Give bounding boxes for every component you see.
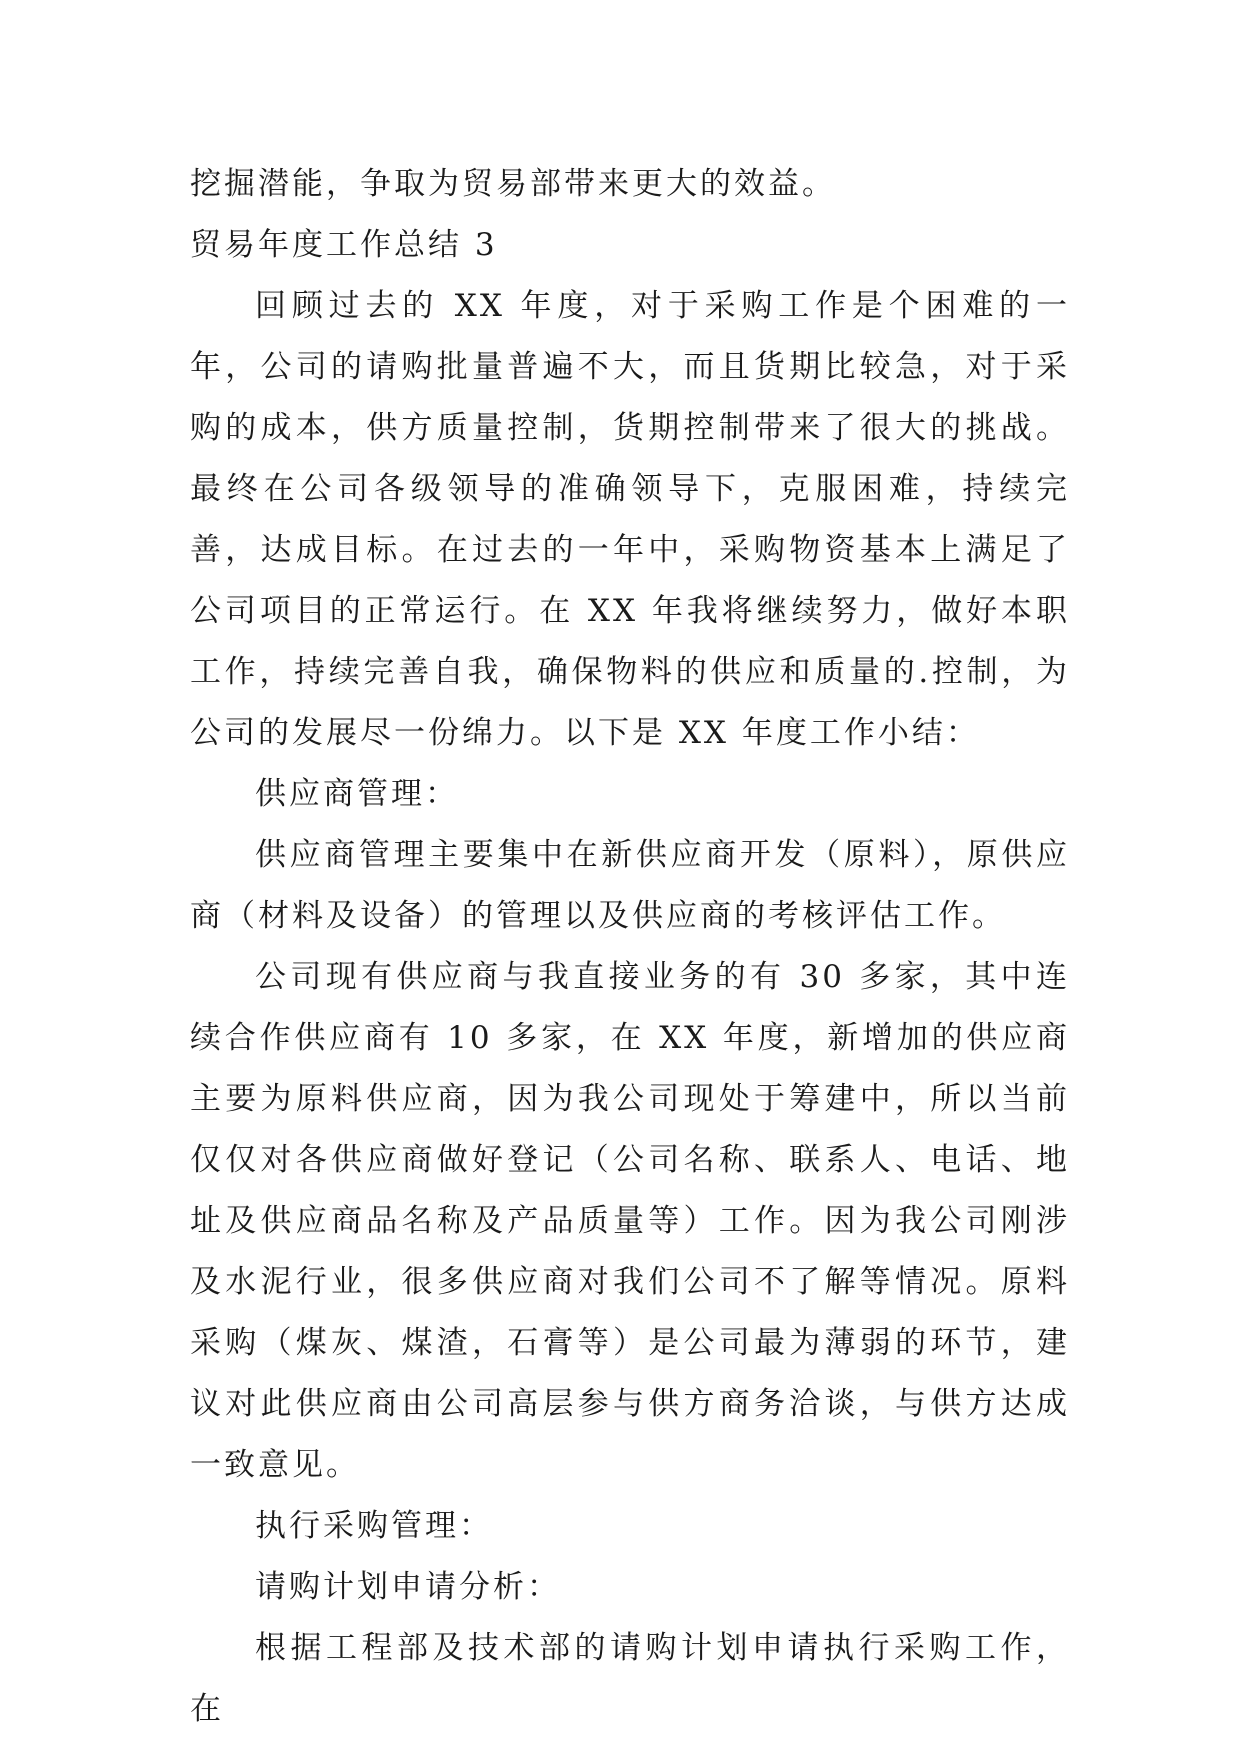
paragraph-continuation: 挖掘潜能，争取为贸易部带来更大的效益。 <box>190 166 836 202</box>
paragraph-review: 回顾过去的 XX 年度，对于采购工作是个困难的一年，公司的请购批量普遍不大，而且货期比较急，对于采购的成本，供方质量控制，货期控制带来了很大的挑战。最终在公司各级领导的准确领导下，克服困难，持续完善，达成目标。在过去的一年中，采购物资基本上满足了公司项目的正常运行。在 XX 年我将继续努力，做好本职工作，持续完善自我，确保物料的供应和质量的.控制，为公司的发展尽一份绵力。以下是 XX 年度工作小结： <box>190 288 1070 751</box>
subheading-purchase-execution: 执行采购管理： <box>255 1508 493 1544</box>
subheading-request-analysis: 请购计划申请分析： <box>255 1569 561 1605</box>
paragraph-request-execution: 根据工程部及技术部的请购计划申请执行采购工作，在 <box>190 1630 1070 1727</box>
document-body <box>190 154 1070 1740</box>
paragraph-supplier-focus: 供应商管理主要集中在新供应商开发（原料），原供应商（材料及设备）的管理以及供应商的考核评估工作。 <box>190 837 1070 934</box>
section-heading: 贸易年度工作总结 3 <box>190 227 498 263</box>
subheading-supplier-management: 供应商管理： <box>255 776 459 812</box>
paragraph-supplier-details: 公司现有供应商与我直接业务的有 30 多家，其中连续合作供应商有 10 多家，在 XX 年度，新增加的供应商主要为原料供应商，因为我公司现处于筹建中，所以当前仅仅对各供应商做好登记（公司名称、联系人、电话、地址及供应商品名称及产品质量等）工作。因为我公司刚涉及水泥行业，很多供应商对我们公司不了解等情况。原料采购（煤灰、煤渣，石膏等）是公司最为薄弱的环节，建议对此供应商由公司高层参与供方商务洽谈，与供方达成一致意见。 <box>190 959 1070 1483</box>
